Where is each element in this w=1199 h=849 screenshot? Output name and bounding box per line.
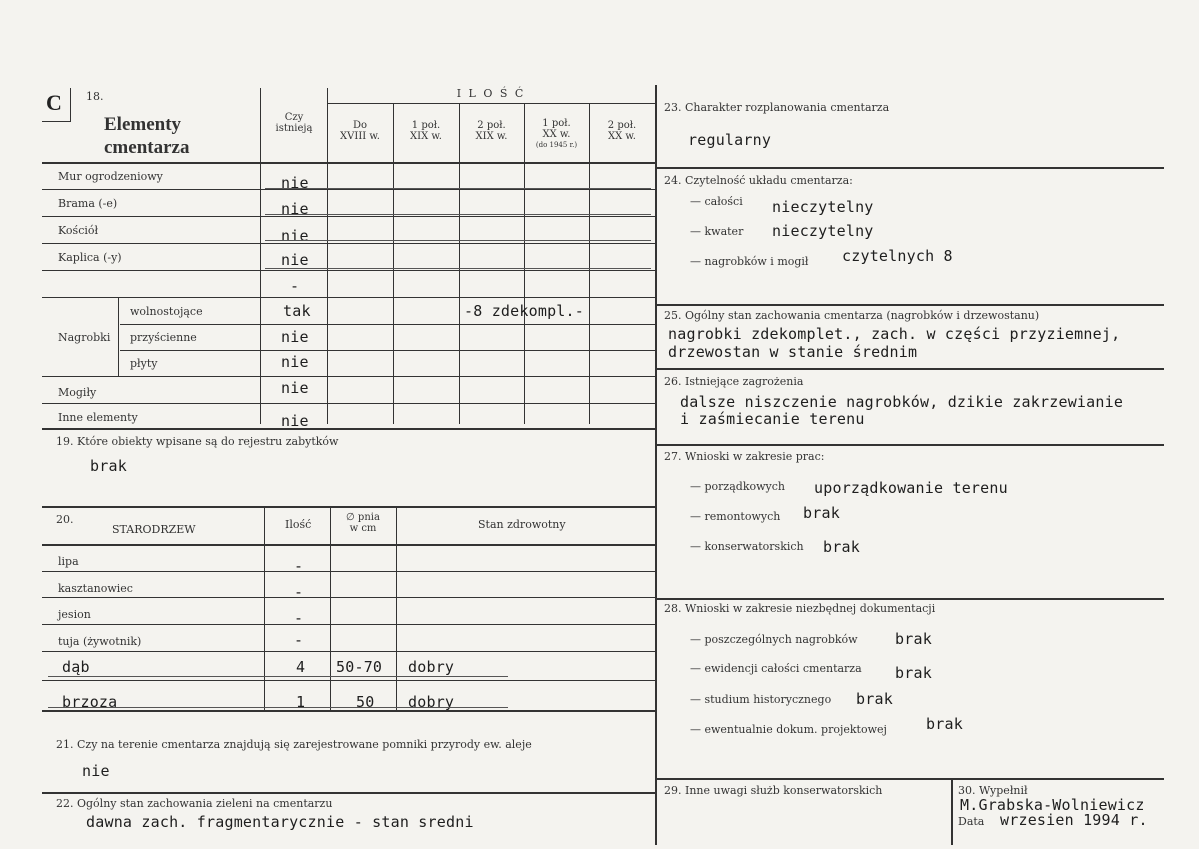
row-label: Kościół: [58, 224, 99, 237]
col-header-2pol-xx: 2 poł. XX w.: [607, 120, 637, 142]
s26-line1: dalsze niszczenie nagrobków, dzikie zakrzewianie: [680, 393, 1124, 411]
s24-item-label: — nagrobków i mogił: [690, 255, 809, 268]
czy-value: nie: [281, 379, 309, 397]
row-line: [42, 597, 655, 598]
s28-item-label: — poszczególnych nagrobków: [690, 633, 858, 646]
row-line: [42, 651, 655, 652]
s24-item-value: nieczytelny: [772, 222, 874, 240]
s20-col-stan: Stan zdrowotny: [478, 518, 566, 531]
s20-title: STARODRZEW: [112, 523, 196, 536]
tree-ilosc: -: [294, 557, 304, 575]
row-label: wolnostojące: [130, 305, 203, 318]
typed-underline: [48, 707, 508, 708]
s30-label: 30. Wypełnił: [958, 784, 1028, 797]
czy-value: nie: [281, 200, 309, 218]
s29-label: 29. Inne uwagi służb konserwatorskich: [664, 784, 883, 797]
s21-bottom: [42, 792, 655, 794]
tree-ilosc: 4: [296, 658, 306, 676]
row-line: [42, 270, 655, 271]
s21-label: 21. Czy na terenie cmentarza znajdują się zarejestrowane pomniki przyrody ew. aleje: [56, 738, 532, 751]
col-czy-header: Czy istnieją: [275, 112, 313, 134]
s26-line2: i zaśmiecanie terenu: [680, 410, 865, 428]
s24-bottom: [656, 304, 1164, 306]
row-line: [42, 216, 655, 217]
row-line: [42, 403, 655, 404]
row-line: [42, 571, 655, 572]
czy-value: nie: [281, 412, 309, 430]
s20-number: 20.: [56, 513, 74, 526]
tree-name: lipa: [58, 555, 79, 568]
col-header-1pol-xx: 1 poł. XX w. (do 1945 r.): [535, 118, 578, 149]
tree-name: jesion: [58, 608, 91, 621]
s27-item-label: — porządkowych: [690, 480, 785, 493]
section-letter: C: [46, 90, 62, 115]
typed-underline: [265, 268, 651, 269]
col-line: [260, 88, 261, 424]
s26-bottom: [656, 444, 1164, 446]
s27-item-value: uporządkowanie terenu: [814, 479, 1008, 497]
row-label: Brama (-e): [58, 197, 118, 210]
czy-value: nie: [281, 251, 309, 269]
typed-underline: [265, 188, 651, 189]
s21-value: nie: [82, 762, 110, 780]
s20-col-ilosc: Ilość: [285, 518, 312, 531]
section-number-18: 18.: [86, 90, 104, 103]
typed-underline: [48, 676, 508, 677]
s28-bottom: [656, 778, 1164, 780]
section-letter-box-bottom: [42, 121, 71, 122]
s25-bottom: [656, 368, 1164, 370]
czy-value: -: [290, 277, 300, 295]
s27-label: 27. Wnioski w zakresie prac:: [664, 450, 825, 463]
row-label: Kaplica (-y): [58, 251, 122, 264]
s28-item-value: brak: [926, 715, 963, 733]
row-label: Mogiły: [58, 386, 97, 399]
s19-value: brak: [90, 457, 127, 475]
tree-ilosc: -: [294, 609, 304, 627]
col-header-1pol-xix: 1 poł. XIX w.: [410, 120, 442, 142]
s28-item-label: — ewidencji całości cmentarza: [690, 662, 862, 675]
section-letter-box-right: [70, 88, 71, 122]
section-title-line1: Elementy: [104, 114, 182, 135]
s24-item-label: — całości: [690, 195, 743, 208]
tree-pnia: 50-70: [336, 658, 383, 676]
s20-col-pnia: ∅ pnia w cm: [346, 512, 380, 534]
czy-value: nie: [281, 227, 309, 245]
section-title-line2: cmentarza: [104, 137, 190, 158]
tree-ilosc: 1: [296, 693, 306, 711]
nagrobki-label: Nagrobki: [58, 331, 111, 344]
s22-label: 22. Ogólny stan zachowania zieleni na cmentarzu: [56, 797, 333, 810]
tree-stan: dobry: [408, 693, 455, 711]
row-line: [42, 243, 655, 244]
czy-value: nie: [281, 328, 309, 346]
s28-label: 28. Wnioski w zakresie niezbędnej dokumentacji: [664, 602, 936, 615]
row-line: [42, 189, 655, 190]
row-line: [42, 680, 655, 681]
row-label: płyty: [130, 357, 158, 370]
s27-item-label: — konserwatorskich: [690, 540, 804, 553]
nagrobki-note: -8 zdekompl.-: [464, 302, 584, 320]
ilosc-header: I L O Ś Ć: [456, 87, 526, 100]
s23-bottom: [656, 167, 1164, 169]
center-divider: [655, 85, 657, 845]
row-label: Inne elementy: [58, 411, 138, 424]
row-line: [42, 624, 655, 625]
row-label: przyścienne: [130, 331, 197, 344]
s27-item-value: brak: [823, 538, 860, 556]
s24-item-value: czytelnych 8: [842, 247, 953, 265]
s28-item-value: brak: [856, 690, 893, 708]
tree-name: kasztanowiec: [58, 582, 133, 595]
tree-name: dąb: [62, 658, 90, 676]
s25-line1: nagrobki zdekomplet., zach. w części przyziemnej,: [668, 325, 1121, 343]
s24-item-value: nieczytelny: [772, 198, 874, 216]
s28-item-label: — ewentualnie dokum. projektowej: [690, 723, 887, 736]
tree-ilosc: -: [294, 583, 304, 601]
czy-value: nie: [281, 174, 309, 192]
s20-bottom: [42, 710, 655, 712]
s30-date-label: Data: [958, 815, 985, 828]
s22-value: dawna zach. fragmentarycznie - stan sredni: [86, 813, 474, 831]
czy-value: tak: [283, 302, 311, 320]
tree-ilosc: -: [294, 631, 304, 649]
s19-bottom: [42, 506, 655, 508]
header-sub-line: [327, 103, 655, 104]
row-line: [120, 350, 655, 351]
typed-underline: [265, 214, 651, 215]
s30-date: wrzesien 1994 r.: [1000, 811, 1148, 829]
row-line: [120, 324, 655, 325]
col-header-xviii: Do XVIII w.: [340, 120, 380, 142]
col-header-2pol-xix: 2 poł. XIX w.: [475, 120, 508, 142]
s26-label: 26. Istniejące zagrożenia: [664, 375, 804, 388]
s27-item-label: — remontowych: [690, 510, 781, 523]
s29-s30-divider: [951, 779, 953, 845]
s19-label: 19. Które obiekty wpisane są do rejestru zabytków: [56, 435, 339, 448]
s27-bottom: [656, 598, 1164, 600]
s23-label: 23. Charakter rozplanowania cmentarza: [664, 101, 890, 114]
tree-name: tuja (żywotnik): [58, 635, 142, 648]
s20-header-bottom: [42, 544, 655, 546]
row-line: [42, 297, 655, 298]
s30-name: M.Grabska-Wolniewicz: [960, 796, 1145, 814]
tree-pnia: 50: [356, 693, 375, 711]
table-header-bottom: [42, 162, 655, 164]
s28-item-label: — studium historycznego: [690, 693, 832, 706]
czy-value: nie: [281, 353, 309, 371]
s28-item-value: brak: [895, 664, 932, 682]
s24-label: 24. Czytelność układu cmentarza:: [664, 174, 853, 187]
s28-item-value: brak: [895, 630, 932, 648]
section-c-bottom: [42, 428, 655, 430]
tree-stan: dobry: [408, 658, 455, 676]
row-label: Mur ogrodzeniowy: [58, 170, 163, 183]
s25-line2: drzewostan w stanie średnim: [668, 343, 918, 361]
typed-underline: [265, 240, 651, 241]
s25-label: 25. Ogólny stan zachowania cmentarza (nagrobków i drzewostanu): [664, 309, 1040, 322]
nagrobki-divider: [118, 298, 119, 376]
tree-name: brzoza: [62, 693, 118, 711]
s23-value: regularny: [688, 131, 772, 149]
s27-item-value: brak: [803, 504, 840, 522]
s24-item-label: — kwater: [690, 225, 744, 238]
row-line: [42, 376, 655, 377]
